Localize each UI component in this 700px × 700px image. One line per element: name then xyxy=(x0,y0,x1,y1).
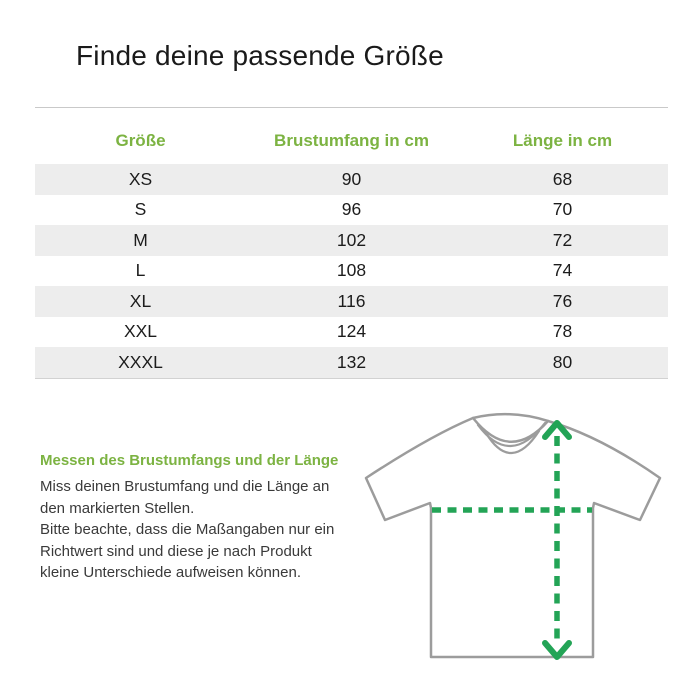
chest-cell: 102 xyxy=(336,229,367,250)
size-cell: L xyxy=(135,260,146,281)
size-cell: S xyxy=(134,199,147,220)
measure-instructions xyxy=(40,476,338,584)
measure-paragraph-2: Bitte beachte, dass die Maßangaben nur ein Richtwert sind und diese je nach Produkt kleine Unterschiede aufweisen können. xyxy=(40,521,335,581)
chest-cell: 124 xyxy=(336,321,367,342)
table-row xyxy=(35,317,668,348)
length-cell: 68 xyxy=(552,168,573,189)
size-cell: XS xyxy=(128,168,153,189)
size-table xyxy=(35,118,668,379)
length-cell: 78 xyxy=(552,321,573,342)
chest-cell: 90 xyxy=(341,168,362,189)
chest-cell: 132 xyxy=(336,351,367,372)
column-header-length: Länge in cm xyxy=(457,118,668,164)
size-cell: XXL xyxy=(123,321,158,342)
column-header-chest: Brustumfang in cm xyxy=(246,118,457,164)
size-cell: XL xyxy=(129,290,152,311)
length-cell: 72 xyxy=(552,229,573,250)
page-title: Finde deine passende Größe xyxy=(76,40,444,71)
measure-heading: Messen des Brustumfangs und der Länge xyxy=(40,452,339,469)
table-row xyxy=(35,347,668,378)
table-row xyxy=(35,256,668,287)
size-cell: XXXL xyxy=(118,351,163,372)
table-row xyxy=(35,164,668,195)
tshirt-measurement-diagram xyxy=(360,400,700,690)
length-cell: 76 xyxy=(552,290,573,311)
collar-back-line xyxy=(473,414,548,421)
chest-cell: 96 xyxy=(341,199,362,220)
size-cell: M xyxy=(133,229,148,250)
column-header-size: Größe xyxy=(35,118,246,164)
table-header-row xyxy=(35,118,668,164)
length-cell: 74 xyxy=(552,260,573,281)
table-row xyxy=(35,195,668,226)
title-divider xyxy=(35,107,668,108)
table-row xyxy=(35,225,668,256)
measure-paragraph-1: Miss deinen Brustumfang und die Länge an den markierten Stellen. xyxy=(40,478,330,517)
table-row xyxy=(35,286,668,317)
chest-cell: 108 xyxy=(336,260,367,281)
length-cell: 70 xyxy=(552,199,573,220)
length-cell: 80 xyxy=(552,351,573,372)
chest-cell: 116 xyxy=(337,290,366,311)
